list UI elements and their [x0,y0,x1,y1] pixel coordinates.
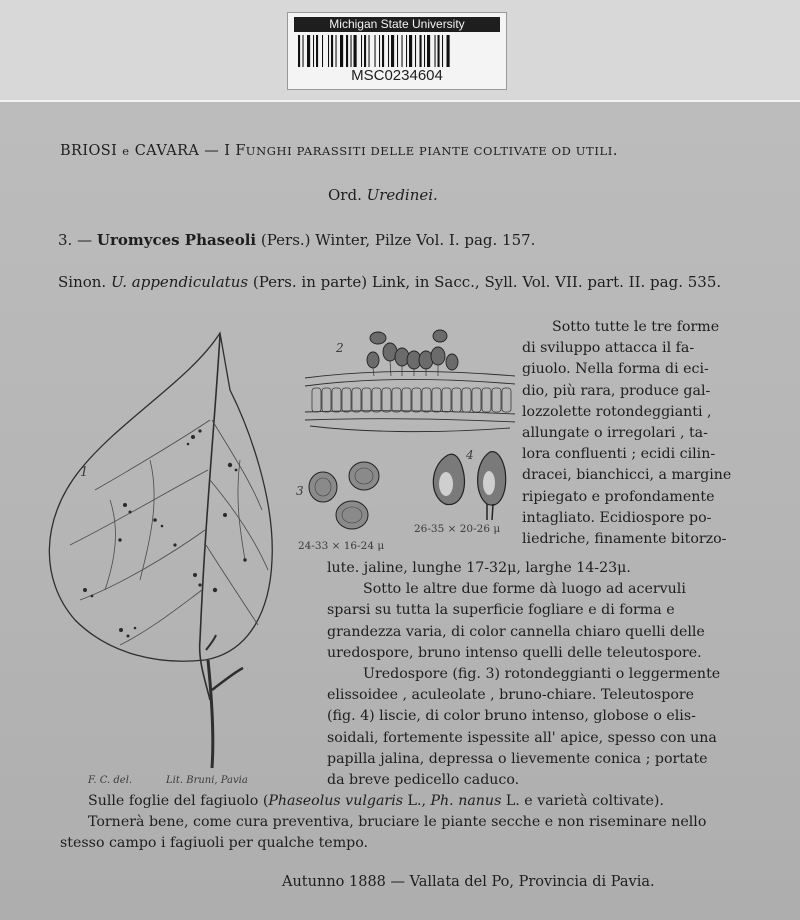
order-prefix: Ord. [328,186,362,204]
header-lead2: CAVARA — I F [134,143,246,159]
figure-credit-lithograph: Lit. Bruni, Pavia [166,775,248,786]
text-line: giuolo. Nella forma di eci- [522,361,709,378]
text-line: elissoidee , aculeolate , bruno-chiare. Teleutospore [327,687,695,704]
text-line: uredospore, bruno intenso quelli delle teleutospore. [327,644,702,661]
text-line: da breve pedicello caduco. [327,772,520,789]
spore-measurement-4: 26-35 × 20-26 μ [414,523,501,535]
host-line [88,791,664,812]
text-line: soidali, fortemente ispessite all' apice, spesso con una [327,729,717,746]
remedy-paragraph: Tornerà bene, come cura preventiva, bruciare le piante secche e non riseminare nello stesso campo i fagiuoli per qualche tempo. [60,814,707,851]
host-species-1: Phaseolus vulgaris [268,793,404,809]
order-name: Uredinei. [366,186,438,204]
text-line: papilla jalina, depressa o lievemente conica ; portate [327,750,708,767]
text-line: lute. jaline, lunghe 17-32μ, larghe 14-23μ. [327,560,631,576]
text-line: grandezza varia, di color cannella chiaro quelli delle [327,623,705,640]
figure-label-4: 4 [466,448,474,462]
description-column [522,317,748,550]
text-line: di sviluppo attacca il fa- [522,340,695,357]
header-lead: BRIOSI [60,143,118,159]
text-line: Sotto tutte le tre forme [552,319,720,335]
text-line: lozzolette rotondeggianti , [522,403,712,420]
text-line: Uredospore (fig. 3) rotondeggianti o leggermente [363,666,721,683]
text-line: ripiegato e profondamente [522,488,715,505]
synonym-name: U. appendiculatus [110,273,249,291]
header-amp: e [122,144,130,158]
synonym-prefix: Sinon. [58,273,107,291]
figure-label-2: 2 [336,341,344,355]
species-authority: (Pers.) Winter, Pilze Vol. I. pag. 157. [260,231,536,249]
barcode-id: MSC0234604 [351,67,443,84]
header-tail: . [612,143,618,159]
figure-label-3: 3 [296,484,304,498]
barcode-institution: Michigan State University [294,17,500,32]
species-number: 3. — [58,231,93,249]
text-line: Sotto le altre due forme dà luogo ad acervuli [363,581,686,598]
host-text: Sulle foglie del fagiuolo ( [88,793,269,809]
header-smallcaps: UNGHI PARASSITI DELLE PIANTE COLTIVATE OD UTILI [245,144,613,158]
figure-credit-drawn: F. C. del. [88,775,133,786]
species-name: Uromyces Phaseoli [96,231,257,249]
text-line: (fig. 4) liscie, di color bruno intenso, globose o elis- [327,708,696,725]
text-line: lora confluenti ; ecidi cilin- [522,446,716,463]
collection-footer: Autunno 1888 — Vallata del Po, Provincia di Pavia. [282,874,655,890]
figure-label-1: 1 [80,465,89,480]
spore-measurement-3: 24-33 × 16-24 μ [298,540,385,552]
text-line: intagliato. Ecidiospore po- [522,509,712,526]
text-line: dracei, bianchicci, a margine [522,467,732,484]
host-text: L. e varietà coltivate). [501,793,664,809]
host-species-2: Ph. nanus [430,793,502,809]
synonym-rest: (Pers. in parte) Link, in Sacc., Syll. Vol. VII. part. II. pag. 535. [252,273,722,291]
text-line: allungate o irregolari , ta- [522,425,708,442]
text-line: dio, più rara, produce gal- [522,382,711,399]
text-line: sparsi su tutta la superficie fogliare e di forma e [327,602,675,619]
description-continued [327,558,747,791]
text-line: liedriche, finamente bitorzo- [522,531,727,548]
host-text: L., [403,793,431,809]
